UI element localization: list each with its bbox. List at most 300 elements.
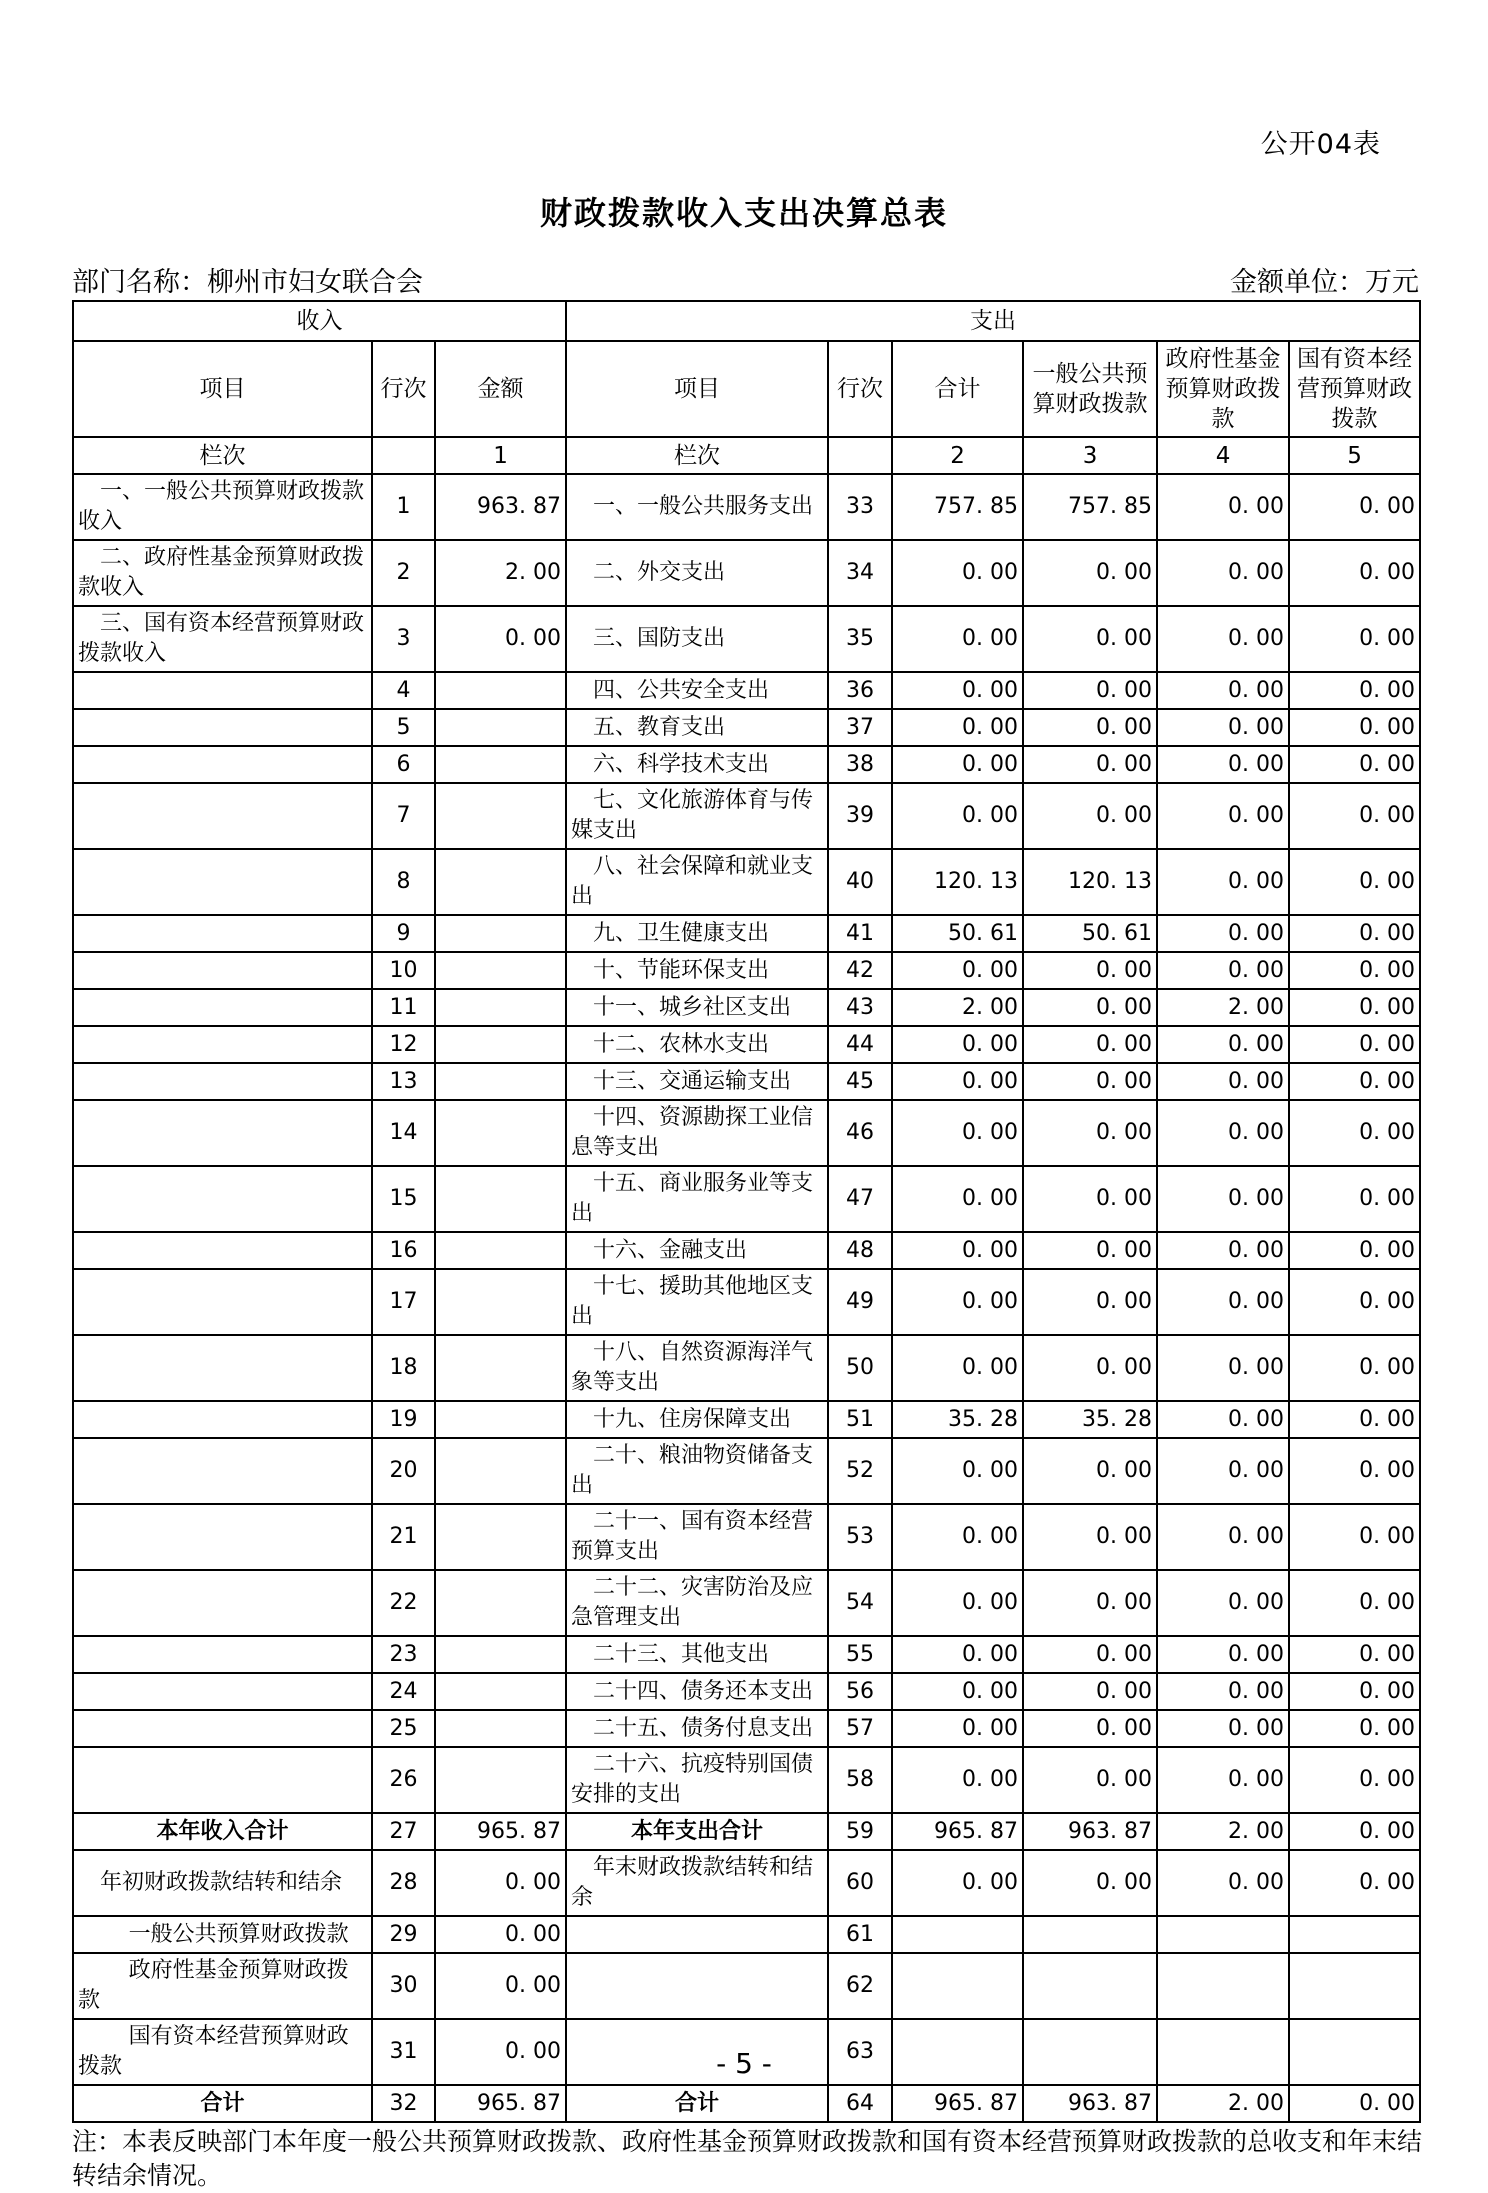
- cell-income-item: 三、国有资本经营预算财政拨款收入: [73, 606, 372, 672]
- cell-income-amount: [435, 1401, 566, 1438]
- cell-income-item: [73, 1026, 372, 1063]
- cell-income-item: [73, 1570, 372, 1636]
- cell-total: [892, 1916, 1023, 1953]
- cell-income-amount: 0. 00: [435, 1850, 566, 1916]
- page-title: 财政拨款收入支出决算总表: [539, 194, 948, 232]
- cell-expense-item: 合计: [566, 2085, 828, 2122]
- cell-general-budget: [1023, 1953, 1157, 2019]
- table-row: [73, 989, 1420, 1026]
- cell-expense-line: 33: [828, 474, 892, 540]
- cell-income-line: 23: [372, 1636, 435, 1673]
- col-header-income-line: 行次: [372, 341, 435, 437]
- cell-general-budget: 0. 00: [1023, 1063, 1157, 1100]
- cell-general-budget: 0. 00: [1023, 709, 1157, 746]
- cell-income-item: [73, 915, 372, 952]
- cell-expense-item: 十、节能环保支出: [566, 952, 828, 989]
- cell-expense-line: 48: [828, 1232, 892, 1269]
- cell-expense-line: 64: [828, 2085, 892, 2122]
- cell-total: 2. 00: [892, 989, 1023, 1026]
- cell-state-capital: 0. 00: [1289, 1401, 1420, 1438]
- cell-income-item: [73, 1710, 372, 1747]
- table-row: [73, 783, 1420, 849]
- table-row: [73, 2085, 1420, 2122]
- cell-income-line: 4: [372, 672, 435, 709]
- cell-income-item: 本年收入合计: [73, 1813, 372, 1850]
- cell-income-amount: [435, 1269, 566, 1335]
- table-row: [73, 1747, 1420, 1813]
- cell-state-capital: 0. 00: [1289, 1673, 1420, 1710]
- income-section-header: 收入: [73, 301, 566, 341]
- cell-expense-item: 十五、商业服务业等支出: [566, 1166, 828, 1232]
- cell-income-line: 30: [372, 1953, 435, 2019]
- cell-expense-line: 58: [828, 1747, 892, 1813]
- cell-total: 0. 00: [892, 1026, 1023, 1063]
- cell-state-capital: 0. 00: [1289, 952, 1420, 989]
- cell-gov-fund: 0. 00: [1157, 1401, 1289, 1438]
- cell-expense-line: 53: [828, 1504, 892, 1570]
- cell-gov-fund: 0. 00: [1157, 915, 1289, 952]
- cell-income-line: 1: [372, 474, 435, 540]
- cell-general-budget: 50. 61: [1023, 915, 1157, 952]
- cell-total: 0. 00: [892, 1673, 1023, 1710]
- cell-state-capital: 0. 00: [1289, 1710, 1420, 1747]
- cell-general-budget: 0. 00: [1023, 606, 1157, 672]
- cell-expense-line: 37: [828, 709, 892, 746]
- cell-state-capital: 0. 00: [1289, 1636, 1420, 1673]
- cell-income-amount: [435, 1673, 566, 1710]
- cell-income-item: [73, 709, 372, 746]
- doc-code-label: 公开04表: [1260, 129, 1381, 160]
- index-income-line: [372, 437, 435, 474]
- cell-state-capital: 0. 00: [1289, 2085, 1420, 2122]
- cell-income-line: 24: [372, 1673, 435, 1710]
- index-state-capital: 5: [1289, 437, 1420, 474]
- cell-income-line: 29: [372, 1916, 435, 1953]
- amount-unit-label: 金额单位：万元: [1230, 267, 1419, 298]
- cell-income-line: 31: [372, 2019, 435, 2085]
- cell-general-budget: 0. 00: [1023, 1335, 1157, 1401]
- cell-income-amount: [435, 746, 566, 783]
- cell-income-item: [73, 1401, 372, 1438]
- cell-expense-item: 年末财政拨款结转和结余: [566, 1850, 828, 1916]
- cell-total: 0. 00: [892, 1747, 1023, 1813]
- cell-income-item: [73, 1747, 372, 1813]
- cell-expense-line: 59: [828, 1813, 892, 1850]
- cell-gov-fund: 0. 00: [1157, 1269, 1289, 1335]
- cell-expense-line: 50: [828, 1335, 892, 1401]
- cell-total: 0. 00: [892, 606, 1023, 672]
- cell-general-budget: 0. 00: [1023, 1570, 1157, 1636]
- cell-income-amount: [435, 1504, 566, 1570]
- cell-total: 120. 13: [892, 849, 1023, 915]
- cell-gov-fund: 0. 00: [1157, 849, 1289, 915]
- cell-expense-item: 六、科学技术支出: [566, 746, 828, 783]
- cell-gov-fund: 0. 00: [1157, 1438, 1289, 1504]
- cell-expense-item: [566, 1953, 828, 2019]
- cell-income-amount: [435, 783, 566, 849]
- cell-income-item: [73, 1636, 372, 1673]
- cell-gov-fund: 0. 00: [1157, 709, 1289, 746]
- cell-total: [892, 1953, 1023, 2019]
- cell-state-capital: 0. 00: [1289, 989, 1420, 1026]
- cell-income-line: 5: [372, 709, 435, 746]
- cell-general-budget: 0. 00: [1023, 1026, 1157, 1063]
- table-row: [73, 672, 1420, 709]
- table-row: [73, 1504, 1420, 1570]
- cell-expense-line: 63: [828, 2019, 892, 2085]
- cell-general-budget: 0. 00: [1023, 1232, 1157, 1269]
- table-row: [73, 1401, 1420, 1438]
- cell-expense-item: 二十一、国有资本经营预算支出: [566, 1504, 828, 1570]
- cell-expense-item: 二十五、债务付息支出: [566, 1710, 828, 1747]
- cell-state-capital: 0. 00: [1289, 540, 1420, 606]
- cell-expense-line: 35: [828, 606, 892, 672]
- cell-income-line: 10: [372, 952, 435, 989]
- cell-state-capital: 0. 00: [1289, 1269, 1420, 1335]
- cell-general-budget: 35. 28: [1023, 1401, 1157, 1438]
- section-header-row: [73, 301, 1420, 341]
- cell-income-amount: [435, 952, 566, 989]
- column-header-row: [73, 341, 1420, 437]
- cell-state-capital: 0. 00: [1289, 1438, 1420, 1504]
- cell-income-line: 6: [372, 746, 435, 783]
- cell-income-item: 年初财政拨款结转和结余: [73, 1850, 372, 1916]
- cell-total: 965. 87: [892, 2085, 1023, 2122]
- cell-gov-fund: 0. 00: [1157, 1570, 1289, 1636]
- index-total: 2: [892, 437, 1023, 474]
- cell-general-budget: 0. 00: [1023, 1100, 1157, 1166]
- index-general-budget: 3: [1023, 437, 1157, 474]
- cell-state-capital: 0. 00: [1289, 1100, 1420, 1166]
- cell-expense-line: 42: [828, 952, 892, 989]
- cell-expense-item: 二十六、抗疫特别国债安排的支出: [566, 1747, 828, 1813]
- table-row: [73, 1570, 1420, 1636]
- cell-income-line: 2: [372, 540, 435, 606]
- cell-expense-line: 56: [828, 1673, 892, 1710]
- cell-general-budget: 0. 00: [1023, 952, 1157, 989]
- cell-expense-item: 十九、住房保障支出: [566, 1401, 828, 1438]
- cell-total: 0. 00: [892, 746, 1023, 783]
- cell-income-amount: [435, 1166, 566, 1232]
- cell-total: 0. 00: [892, 1710, 1023, 1747]
- cell-income-item: [73, 672, 372, 709]
- cell-income-item: 国有资本经营预算财政拨款: [73, 2019, 372, 2085]
- cell-income-line: 7: [372, 783, 435, 849]
- table-row: [73, 474, 1420, 540]
- table-row: [73, 1813, 1420, 1850]
- cell-expense-item: 十四、资源勘探工业信息等支出: [566, 1100, 828, 1166]
- cell-gov-fund: 0. 00: [1157, 1636, 1289, 1673]
- cell-income-item: [73, 1166, 372, 1232]
- cell-income-line: 16: [372, 1232, 435, 1269]
- cell-expense-item: 五、教育支出: [566, 709, 828, 746]
- cell-general-budget: 963. 87: [1023, 2085, 1157, 2122]
- table-row: [73, 1636, 1420, 1673]
- cell-general-budget: 0. 00: [1023, 1673, 1157, 1710]
- cell-income-amount: [435, 1636, 566, 1673]
- cell-expense-line: 60: [828, 1850, 892, 1916]
- cell-total: 0. 00: [892, 672, 1023, 709]
- cell-income-line: 19: [372, 1401, 435, 1438]
- cell-income-item: [73, 1063, 372, 1100]
- cell-expense-item: 十二、农林水支出: [566, 1026, 828, 1063]
- cell-gov-fund: 0. 00: [1157, 1710, 1289, 1747]
- cell-gov-fund: [1157, 1916, 1289, 1953]
- table-row: [73, 1710, 1420, 1747]
- cell-general-budget: 0. 00: [1023, 746, 1157, 783]
- cell-state-capital: [1289, 1953, 1420, 2019]
- cell-state-capital: [1289, 1916, 1420, 1953]
- cell-income-line: 18: [372, 1335, 435, 1401]
- cell-total: 0. 00: [892, 1100, 1023, 1166]
- cell-gov-fund: 0. 00: [1157, 1504, 1289, 1570]
- cell-expense-line: 55: [828, 1636, 892, 1673]
- cell-income-amount: 0. 00: [435, 2019, 566, 2085]
- cell-expense-line: 62: [828, 1953, 892, 2019]
- cell-gov-fund: 0. 00: [1157, 1232, 1289, 1269]
- table-row: [73, 1063, 1420, 1100]
- cell-state-capital: 0. 00: [1289, 1850, 1420, 1916]
- cell-income-line: 14: [372, 1100, 435, 1166]
- cell-income-line: 21: [372, 1504, 435, 1570]
- cell-general-budget: 0. 00: [1023, 1166, 1157, 1232]
- cell-state-capital: 0. 00: [1289, 1570, 1420, 1636]
- cell-income-item: [73, 1269, 372, 1335]
- table-row: [73, 849, 1420, 915]
- cell-state-capital: 0. 00: [1289, 783, 1420, 849]
- cell-expense-item: 十一、城乡社区支出: [566, 989, 828, 1026]
- cell-expense-line: 46: [828, 1100, 892, 1166]
- cell-expense-item: 二十三、其他支出: [566, 1636, 828, 1673]
- cell-general-budget: 0. 00: [1023, 540, 1157, 606]
- cell-total: 0. 00: [892, 1269, 1023, 1335]
- index-gov-fund: 4: [1157, 437, 1289, 474]
- cell-income-amount: 965. 87: [435, 2085, 566, 2122]
- cell-expense-item: 四、公共安全支出: [566, 672, 828, 709]
- cell-expense-item: 七、文化旅游体育与传媒支出: [566, 783, 828, 849]
- cell-total: 0. 00: [892, 1063, 1023, 1100]
- cell-gov-fund: 0. 00: [1157, 672, 1289, 709]
- footnote: 注：本表反映部门本年度一般公共预算财政拨款、政府性基金预算财政拨款和国有资本经营预算财政拨款的总收支和年末结转结余情况。: [72, 2127, 1423, 2190]
- department-name-label: 部门名称：柳州市妇女联合会: [72, 267, 423, 298]
- cell-total: 0. 00: [892, 1850, 1023, 1916]
- cell-general-budget: 0. 00: [1023, 1438, 1157, 1504]
- cell-income-line: 9: [372, 915, 435, 952]
- cell-total: 50. 61: [892, 915, 1023, 952]
- cell-income-amount: 0. 00: [435, 1916, 566, 1953]
- table-row: [73, 709, 1420, 746]
- cell-expense-item: 八、社会保障和就业支出: [566, 849, 828, 915]
- table-row: [73, 1269, 1420, 1335]
- cell-total: 0. 00: [892, 1504, 1023, 1570]
- cell-general-budget: 0. 00: [1023, 989, 1157, 1026]
- table-row: [73, 1953, 1420, 2019]
- cell-expense-line: 49: [828, 1269, 892, 1335]
- cell-expense-item: 二十、粮油物资储备支出: [566, 1438, 828, 1504]
- cell-income-amount: [435, 1100, 566, 1166]
- col-header-general-budget: 一般公共预算财政拨款: [1023, 341, 1157, 437]
- cell-total: 965. 87: [892, 1813, 1023, 1850]
- cell-state-capital: 0. 00: [1289, 1166, 1420, 1232]
- cell-expense-line: 51: [828, 1401, 892, 1438]
- col-header-expense-item: 项目: [566, 341, 828, 437]
- cell-total: 0. 00: [892, 1570, 1023, 1636]
- cell-income-line: 25: [372, 1710, 435, 1747]
- cell-income-amount: [435, 1570, 566, 1636]
- col-header-income-item: 项目: [73, 341, 372, 437]
- cell-total: 0. 00: [892, 783, 1023, 849]
- cell-expense-line: 44: [828, 1026, 892, 1063]
- table-row: [73, 952, 1420, 989]
- cell-income-amount: [435, 1063, 566, 1100]
- cell-income-item: [73, 1232, 372, 1269]
- cell-general-budget: 0. 00: [1023, 672, 1157, 709]
- cell-gov-fund: 0. 00: [1157, 1063, 1289, 1100]
- cell-expense-line: 36: [828, 672, 892, 709]
- cell-income-line: 28: [372, 1850, 435, 1916]
- cell-gov-fund: 0. 00: [1157, 1335, 1289, 1401]
- cell-income-line: 13: [372, 1063, 435, 1100]
- cell-income-item: [73, 1504, 372, 1570]
- cell-state-capital: 0. 00: [1289, 1813, 1420, 1850]
- col-header-state-capital: 国有资本经营预算财政拨款: [1289, 341, 1420, 437]
- cell-expense-line: 43: [828, 989, 892, 1026]
- cell-expense-line: 40: [828, 849, 892, 915]
- cell-gov-fund: 0. 00: [1157, 474, 1289, 540]
- cell-income-amount: 0. 00: [435, 1953, 566, 2019]
- cell-total: 0. 00: [892, 1636, 1023, 1673]
- cell-state-capital: 0. 00: [1289, 1335, 1420, 1401]
- cell-expense-item: [566, 1916, 828, 1953]
- col-header-total: 合计: [892, 341, 1023, 437]
- cell-gov-fund: [1157, 1953, 1289, 2019]
- cell-income-line: 12: [372, 1026, 435, 1063]
- cell-state-capital: 0. 00: [1289, 849, 1420, 915]
- cell-income-item: [73, 746, 372, 783]
- cell-gov-fund: 0. 00: [1157, 1026, 1289, 1063]
- cell-income-item: [73, 952, 372, 989]
- cell-expense-item: 十七、援助其他地区支出: [566, 1269, 828, 1335]
- cell-income-item: 一般公共预算财政拨款: [73, 1916, 372, 1953]
- table-row: [73, 1026, 1420, 1063]
- table-wrapper: [72, 300, 1423, 2193]
- cell-gov-fund: 2. 00: [1157, 989, 1289, 1026]
- cell-state-capital: 0. 00: [1289, 474, 1420, 540]
- cell-general-budget: 0. 00: [1023, 1636, 1157, 1673]
- cell-income-item: [73, 1100, 372, 1166]
- index-expense-line: [828, 437, 892, 474]
- cell-income-item: [73, 849, 372, 915]
- table-row: [73, 1850, 1420, 1916]
- cell-expense-item: 本年支出合计: [566, 1813, 828, 1850]
- cell-gov-fund: 0. 00: [1157, 746, 1289, 783]
- table-row: [73, 1916, 1420, 1953]
- cell-income-line: 22: [372, 1570, 435, 1636]
- cell-gov-fund: 0. 00: [1157, 1850, 1289, 1916]
- cell-gov-fund: 2. 00: [1157, 1813, 1289, 1850]
- cell-gov-fund: 0. 00: [1157, 1166, 1289, 1232]
- cell-expense-line: 52: [828, 1438, 892, 1504]
- cell-expense-line: 41: [828, 915, 892, 952]
- cell-income-item: 一、一般公共预算财政拨款收入: [73, 474, 372, 540]
- cell-expense-item: 二十四、债务还本支出: [566, 1673, 828, 1710]
- cell-expense-line: 34: [828, 540, 892, 606]
- cell-income-amount: 965. 87: [435, 1813, 566, 1850]
- cell-total: 0. 00: [892, 1166, 1023, 1232]
- cell-income-line: 27: [372, 1813, 435, 1850]
- cell-expense-item: 一、一般公共服务支出: [566, 474, 828, 540]
- cell-income-item: [73, 1438, 372, 1504]
- expense-section-header: 支出: [566, 301, 1420, 341]
- cell-income-item: 二、政府性基金预算财政拨款收入: [73, 540, 372, 606]
- cell-gov-fund: 0. 00: [1157, 540, 1289, 606]
- cell-gov-fund: 0. 00: [1157, 952, 1289, 989]
- col-header-income-amount: 金额: [435, 341, 566, 437]
- cell-total: 0. 00: [892, 709, 1023, 746]
- cell-income-item: 政府性基金预算财政拨款: [73, 1953, 372, 2019]
- table-row: [73, 1335, 1420, 1401]
- table-row: [73, 1232, 1420, 1269]
- cell-income-amount: [435, 1026, 566, 1063]
- cell-general-budget: 0. 00: [1023, 1710, 1157, 1747]
- cell-expense-line: 47: [828, 1166, 892, 1232]
- column-index-row: [73, 437, 1420, 474]
- cell-income-amount: [435, 849, 566, 915]
- cell-income-item: [73, 783, 372, 849]
- cell-expense-item: 十六、金融支出: [566, 1232, 828, 1269]
- cell-expense-line: 38: [828, 746, 892, 783]
- table-row: [73, 746, 1420, 783]
- cell-general-budget: [1023, 1916, 1157, 1953]
- cell-total: 757. 85: [892, 474, 1023, 540]
- cell-income-line: 20: [372, 1438, 435, 1504]
- cell-total: 0. 00: [892, 1335, 1023, 1401]
- cell-income-line: 26: [372, 1747, 435, 1813]
- cell-income-amount: [435, 1710, 566, 1747]
- cell-state-capital: 0. 00: [1289, 672, 1420, 709]
- cell-income-amount: [435, 1335, 566, 1401]
- fiscal-table: [72, 300, 1421, 2123]
- cell-expense-item: 二、外交支出: [566, 540, 828, 606]
- cell-income-line: 3: [372, 606, 435, 672]
- cell-gov-fund: 2. 00: [1157, 2085, 1289, 2122]
- table-body: [73, 474, 1420, 2122]
- cell-income-amount: [435, 989, 566, 1026]
- cell-expense-item: 二十二、灾害防治及应急管理支出: [566, 1570, 828, 1636]
- cell-income-amount: [435, 1747, 566, 1813]
- cell-total: 0. 00: [892, 1438, 1023, 1504]
- index-income-amount: 1: [435, 437, 566, 474]
- cell-income-amount: [435, 915, 566, 952]
- cell-general-budget: 0. 00: [1023, 1747, 1157, 1813]
- cell-state-capital: 0. 00: [1289, 915, 1420, 952]
- cell-state-capital: 0. 00: [1289, 746, 1420, 783]
- cell-income-amount: [435, 709, 566, 746]
- cell-income-item: [73, 1335, 372, 1401]
- cell-gov-fund: 0. 00: [1157, 1673, 1289, 1710]
- table-row: [73, 1673, 1420, 1710]
- cell-income-item: 合计: [73, 2085, 372, 2122]
- cell-state-capital: 0. 00: [1289, 1747, 1420, 1813]
- table-row: [73, 1166, 1420, 1232]
- cell-expense-item: 十三、交通运输支出: [566, 1063, 828, 1100]
- cell-general-budget: 0. 00: [1023, 783, 1157, 849]
- cell-general-budget: 963. 87: [1023, 1813, 1157, 1850]
- cell-general-budget: 0. 00: [1023, 1269, 1157, 1335]
- cell-income-line: 15: [372, 1166, 435, 1232]
- cell-expense-line: 45: [828, 1063, 892, 1100]
- cell-income-amount: [435, 672, 566, 709]
